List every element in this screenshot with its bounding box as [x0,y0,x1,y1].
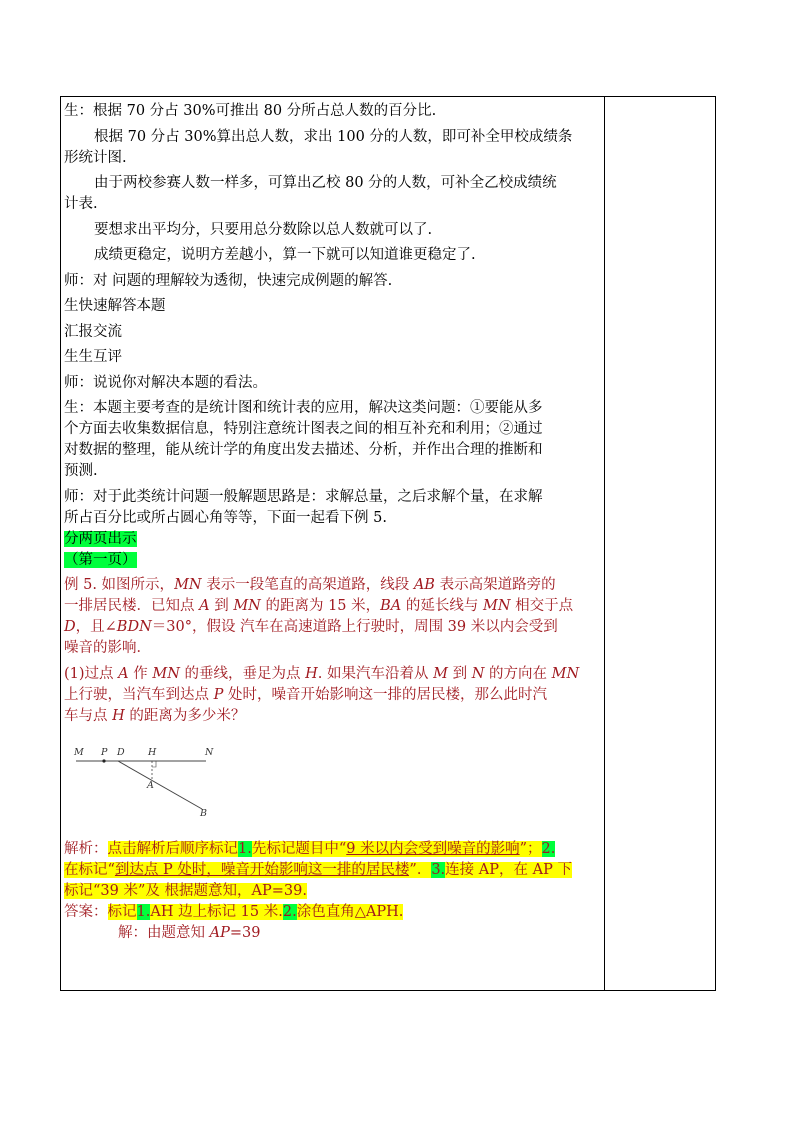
teacher-line: 师：对 问题的理解较为透彻，快速完成例题的解答. [64,272,393,289]
text: ＝30°，假设 汽车在高速道路上行驶时，周围 39 米以内会受到 [151,619,558,635]
question-line [64,706,604,727]
analysis-line [64,860,604,881]
label-d: D [117,746,125,758]
geometry-figure [64,747,604,829]
lesson-table [60,96,716,991]
analysis-block [64,839,604,902]
label-a: A [147,779,154,791]
paragraph-line: 要想求出平均分，只要用总分数除以总人数就可以了. [94,221,433,238]
step-number: 1. [136,903,151,920]
math-var: M [433,665,448,682]
text: 在标记“ [64,861,115,878]
analysis-line [64,881,604,902]
text: 的方向在 [484,665,552,682]
example-line: 噪音的影响． [64,640,151,656]
label-h: H [148,746,157,758]
split-note [64,529,604,550]
analysis-label: 解析： [64,840,108,857]
text: ”． [409,861,432,878]
example-5 [64,575,604,727]
text: 涂色直角△APH. [296,903,404,920]
text: 处时，噪音开始影响这一排的居民楼，那么此时汽 [223,686,547,703]
page-one-label: （第一页） [64,551,137,568]
student-line: 生：本题主要考查的是统计图和统计表的应用，解决这类问题：①要能从多 [64,400,543,416]
text: 作 [128,665,153,682]
text: . 如果汽车沿着从 [317,665,434,682]
text: 到达点 P 处时，噪音开始影响这一排的居民楼 [114,861,410,878]
math-var: N [471,665,485,682]
text: 先标记题目中“ [251,840,347,857]
text: 标记 [107,903,137,920]
paragraph-line: 计表. [64,196,98,212]
question-line [64,685,604,706]
building-line-db [118,761,202,809]
step-number: 2. [282,903,297,920]
math-var: H [112,707,125,724]
answer-block [64,902,604,944]
math-var: MN [551,665,580,682]
label-n: N [205,746,214,758]
text: (1)过点 [64,665,119,682]
example-line [64,575,604,596]
text: 标记“39 米”及 根据题意知，AP=39. [64,882,307,899]
peer-review-line: 生生互评 [64,349,122,365]
step-number: 2. [541,840,556,857]
math-var: H [305,665,318,682]
text: 一排居民楼．已知点 [64,598,200,614]
step-number: 3. [431,861,446,878]
teacher-line: 师：说说你对解决本题的看法。 [64,374,267,391]
math-var: MN [174,577,202,593]
example-line [64,596,604,617]
paragraph-line: 形统计图. [64,149,127,166]
answer-label: 答案： [64,903,108,920]
paragraph-line: 所占百分比或所占圆心角等等，下面一起看下例 5. [64,509,387,526]
teacher-line: 师：对于此类统计问题一般解题思路是：求解总量，之后求解个量，在求解 [64,488,543,505]
text: ”； [519,840,542,857]
text: 的延长线与 [401,598,483,614]
example-line [64,617,604,638]
text: 例 5. 如图所示， [64,577,175,593]
text: 的距离为多少米？ [124,707,246,724]
answer-line [64,902,604,923]
paragraph-line: 成绩更稳定，说明方差越小，算一下就可以知道谁更稳定了. [94,247,476,263]
math-var: D [64,619,76,635]
question-line [64,664,604,685]
text: AH 边上标记 15 米. [150,903,283,920]
text: 的距离为 15 米， [260,598,381,614]
paragraph-line: 个方面去收集数据信息，特别注意统计图表之间的相互补充和利用；②通过 [64,421,543,437]
content-cell [64,101,604,944]
solution-line [64,923,604,944]
label-m: M [74,746,84,758]
math-var: A [118,665,129,682]
text: 连接 AP，在 AP 下 [445,861,572,878]
right-angle-mark [152,761,156,767]
text: 到 [447,665,472,682]
page-note [64,550,604,571]
column-divider [604,97,605,990]
step-number: 1. [238,840,252,857]
text: 的垂线，垂足为点 [179,665,306,682]
text: 相交于点 [510,598,574,614]
text: 表示高架道路旁的 [434,577,556,593]
text: 车与点 [64,707,113,724]
math-var: A [199,598,210,614]
text: 点击解析后顺序标记 [107,840,238,857]
paragraph-line: 预测. [64,463,98,479]
text: 解：由题意知 [118,924,210,941]
analysis-line [64,839,604,860]
label-p: P [101,746,108,758]
student-answer-line: 生：根据 70 分占 30%可推出 80 分所占总人数的百分比. [64,103,437,119]
text: 上行驶，当汽车到达点 [64,686,214,703]
math-var: MN [152,665,180,682]
text: ，且∠ [75,619,117,635]
report-line: 汇报交流 [64,323,122,340]
math-var: BA [380,598,402,614]
paragraph-line: 根据 70 分占 30%算出总人数，求出 100 分的人数，即可补全甲校成绩条 [94,128,573,145]
math-var: AP [209,924,230,941]
label-b: B [200,807,207,819]
math-var: MN [483,598,511,614]
text: 到 [209,598,234,614]
math-var: AB [413,577,435,593]
point-p [102,759,105,762]
text: =39 [229,924,261,941]
math-var: MN [233,598,261,614]
student-line: 生快速解答本题 [64,298,166,314]
text: 9 米以内会受到噪音的影响 [346,840,520,857]
math-var: P [213,686,224,703]
paragraph-line: 对数据的整理，能从统计学的角度出发去描述、分析，并作出合理的推断和 [64,442,543,458]
split-label: 分两页出示 [64,530,137,547]
paragraph-line: 由于两校参赛人数一样多，可算出乙校 80 分的人数，可补全乙校成绩统 [94,175,557,191]
text: 表示一段笔直的高架道路，线段 [201,577,414,593]
math-var: BDN [116,619,152,635]
